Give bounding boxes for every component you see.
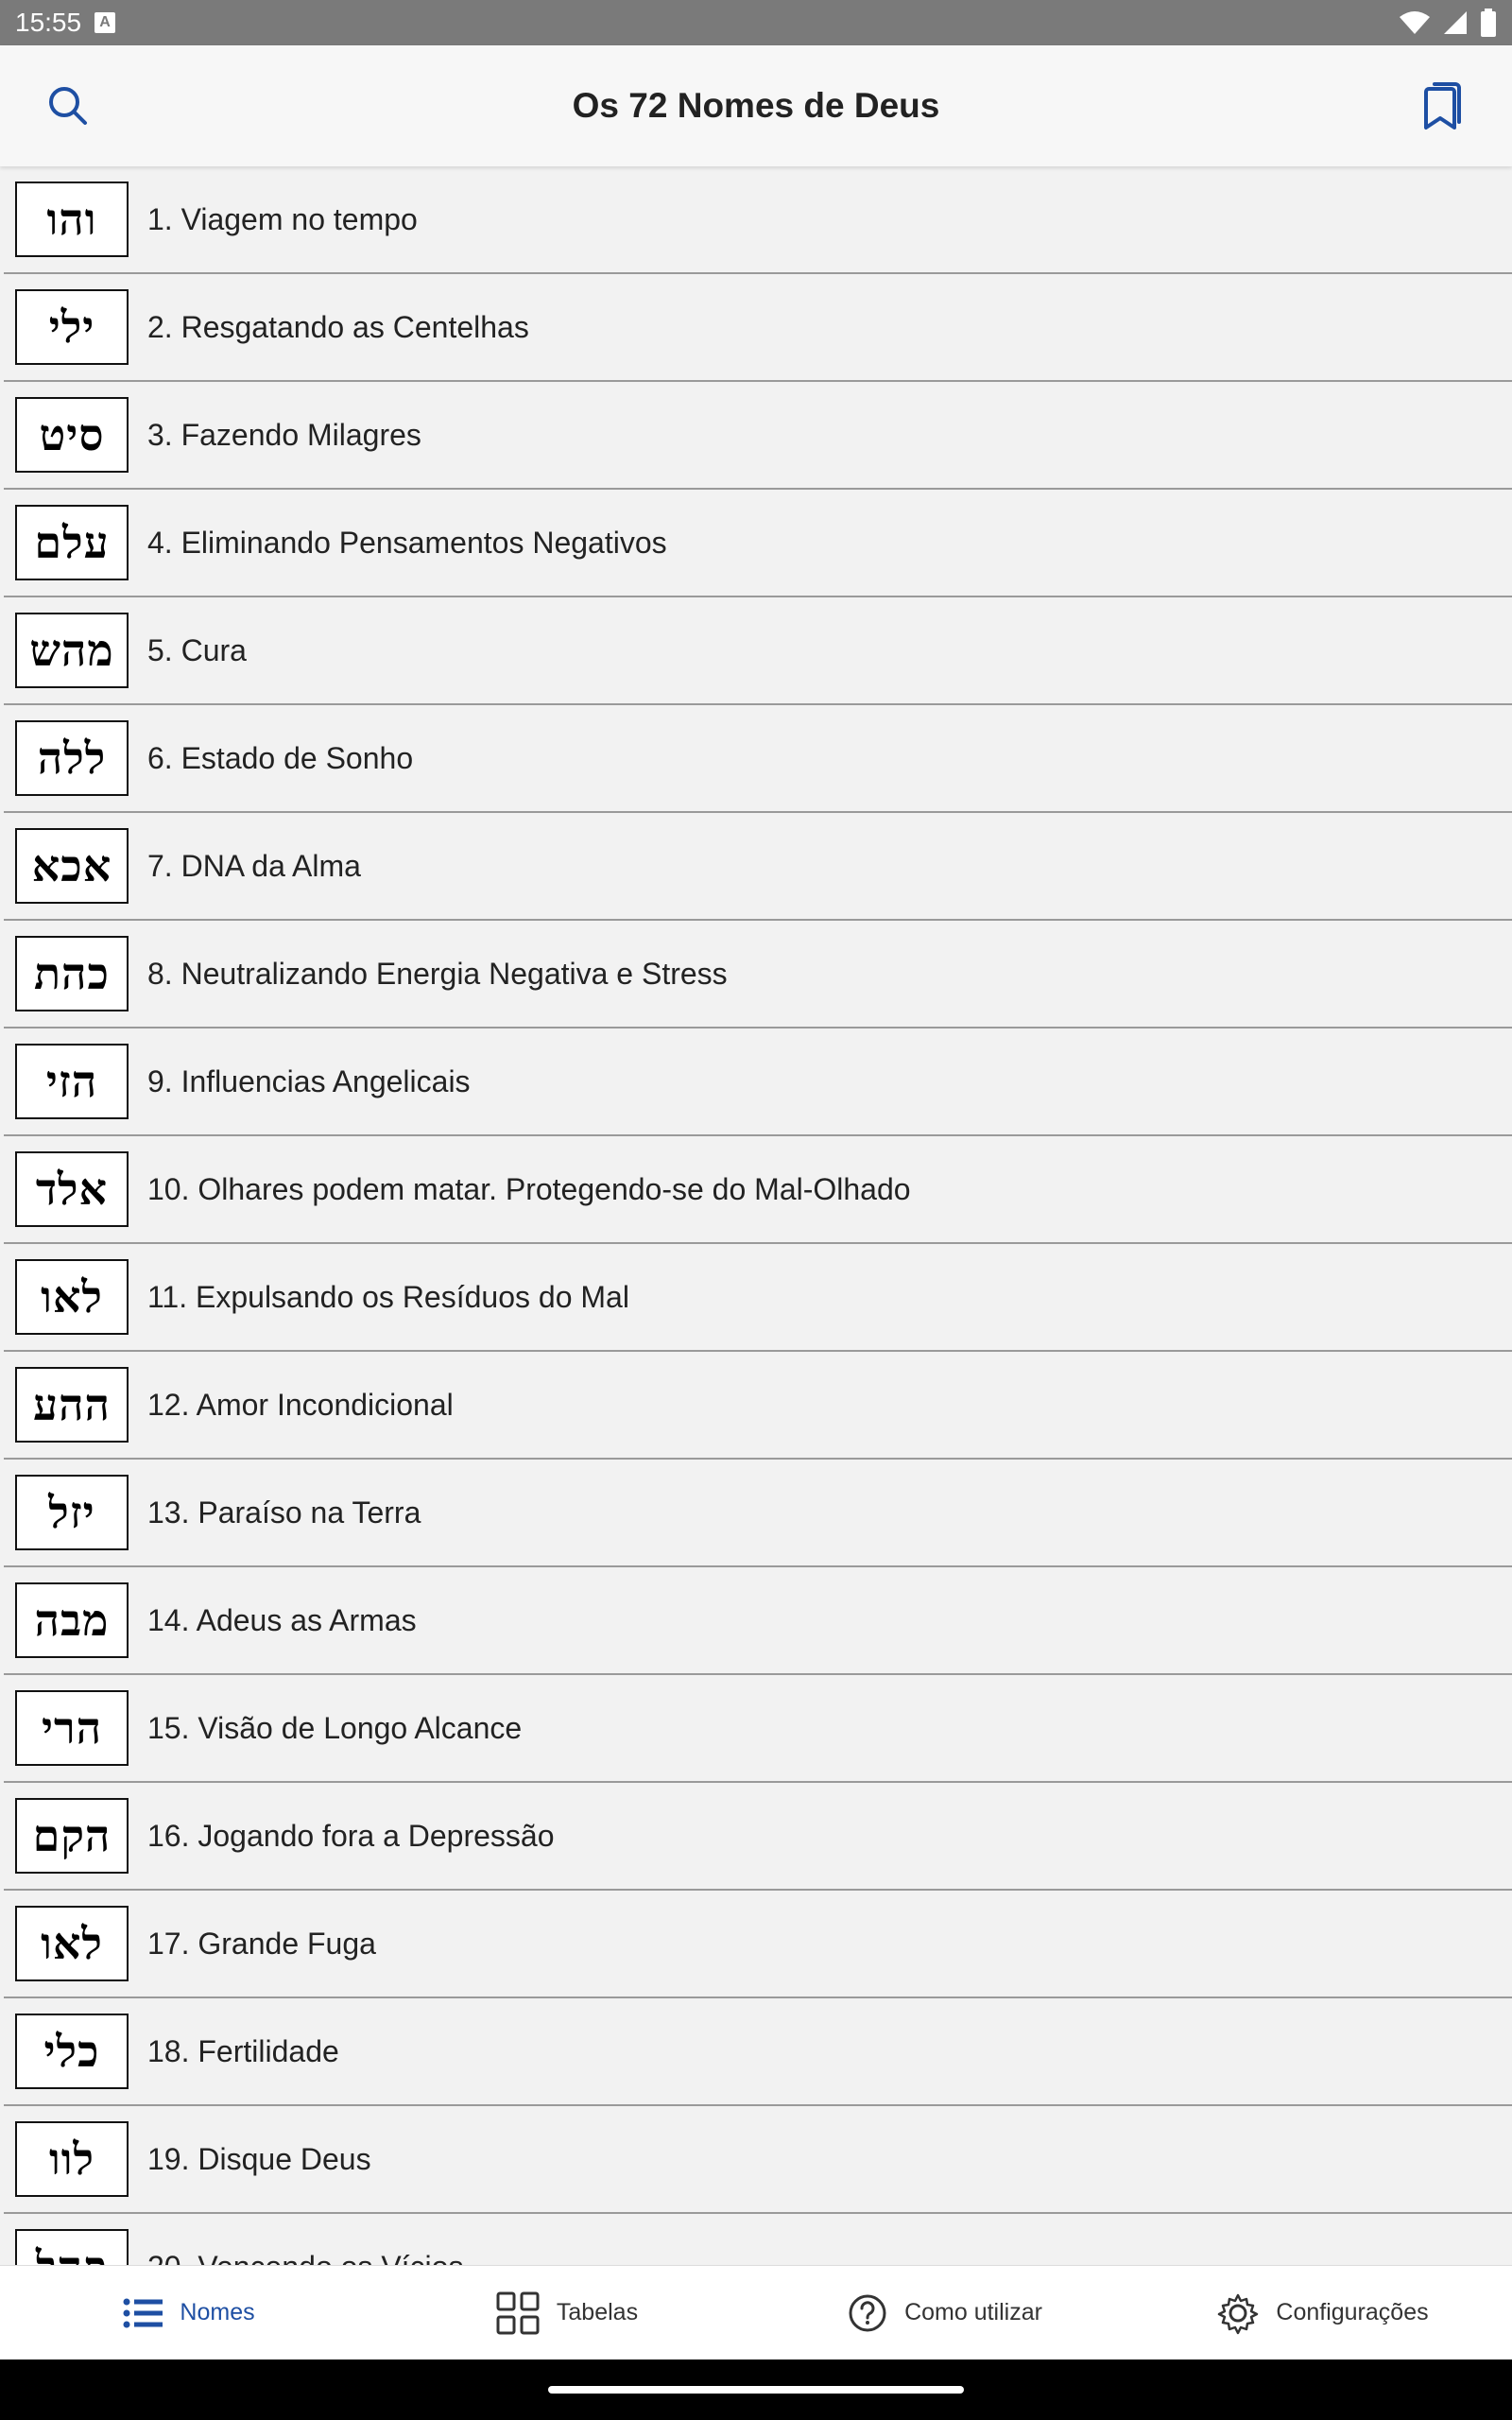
list-item-label: 10. Olhares podem matar. Protegendo-se do Mal-Olhado — [147, 1171, 911, 1206]
hebrew-name-thumbnail: לאו — [15, 1906, 129, 1981]
nav-como-utilizar-label: Como utilizar — [904, 2299, 1042, 2325]
list-icon — [123, 2297, 163, 2329]
grid-icon — [496, 2291, 540, 2335]
list-item[interactable] — [4, 1567, 1512, 1675]
list-item-label: 2. Resgatando as Centelhas — [147, 309, 529, 344]
list-item[interactable] — [4, 2106, 1512, 2214]
hebrew-name-thumbnail: הזי — [15, 1044, 129, 1119]
list-item[interactable] — [4, 813, 1512, 921]
battery-icon — [1480, 9, 1497, 37]
nav-tabelas-label: Tabelas — [556, 2299, 639, 2325]
list-item[interactable] — [4, 1460, 1512, 1567]
status-time: 15:55 — [15, 8, 82, 37]
hebrew-name-thumbnail: לאו — [15, 1259, 129, 1335]
list-item[interactable] — [4, 1244, 1512, 1352]
list-item-label: 4. Eliminando Pensamentos Negativos — [147, 525, 667, 560]
hebrew-name-thumbnail: הקם — [15, 1798, 129, 1874]
hebrew-name-thumbnail: והו — [15, 182, 129, 257]
hebrew-name-thumbnail: כהת — [15, 936, 129, 1011]
hebrew-name-thumbnail: כלי — [15, 2014, 129, 2089]
hebrew-name-thumbnail: אכא — [15, 828, 129, 904]
list-item[interactable] — [4, 1675, 1512, 1783]
hebrew-name-thumbnail: מהש — [15, 613, 129, 688]
bookmarks-icon — [1416, 81, 1465, 132]
status-bar — [0, 0, 1512, 45]
list-item[interactable] — [4, 1136, 1512, 1244]
app-bar — [0, 45, 1512, 166]
list-item-label: 18. Fertilidade — [147, 2033, 339, 2068]
list-item[interactable] — [4, 166, 1512, 274]
list-item[interactable] — [4, 1891, 1512, 1998]
list-item-label: 8. Neutralizando Energia Negativa e Stress — [147, 956, 728, 991]
names-list — [0, 166, 1512, 2265]
search-icon — [45, 83, 91, 129]
list-item[interactable] — [4, 1783, 1512, 1891]
hebrew-name-thumbnail: אלד — [15, 1151, 129, 1227]
notification-a-icon: A — [94, 12, 115, 33]
list-item[interactable] — [4, 597, 1512, 705]
hebrew-name-thumbnail: מבה — [15, 1582, 129, 1658]
list-item-label: 6. Estado de Sonho — [147, 740, 414, 775]
list-item[interactable] — [4, 705, 1512, 813]
help-circle-icon — [848, 2293, 887, 2333]
system-navigation-bar — [0, 2360, 1512, 2420]
search-button[interactable] — [45, 83, 91, 129]
hebrew-name-thumbnail: הרי — [15, 1690, 129, 1766]
nav-como-utilizar[interactable] — [756, 2293, 1134, 2333]
hebrew-name-thumbnail: לוו — [15, 2121, 129, 2197]
hebrew-name-thumbnail: ילי — [15, 289, 129, 365]
list-item[interactable] — [4, 274, 1512, 382]
nav-configuracoes[interactable] — [1134, 2292, 1512, 2334]
list-item-label: 1. Viagem no tempo — [147, 201, 418, 236]
signal-icon — [1442, 9, 1469, 36]
list-item-label: 9. Influencias Angelicais — [147, 1063, 471, 1098]
hebrew-name-thumbnail: סיט — [15, 397, 129, 473]
nav-configuracoes-label: Configurações — [1276, 2299, 1429, 2325]
hebrew-name-thumbnail: ההע — [15, 1367, 129, 1443]
list-item-label: 11. Expulsando os Resíduos do Mal — [147, 1279, 629, 1314]
list-item[interactable] — [4, 382, 1512, 490]
list-item-label: 17. Grande Fuga — [147, 1926, 376, 1961]
list-item-label: 14. Adeus as Armas — [147, 1602, 417, 1637]
hebrew-name-thumbnail: עלם — [15, 505, 129, 580]
hebrew-name-thumbnail: ללה — [15, 720, 129, 796]
bookmarks-button[interactable] — [1416, 81, 1465, 132]
nav-nomes-label: Nomes — [180, 2299, 255, 2325]
gear-icon — [1217, 2292, 1259, 2334]
list-item[interactable] — [4, 490, 1512, 597]
page-title: Os 72 Nomes de Deus — [572, 86, 940, 125]
bottom-navigation — [0, 2265, 1512, 2360]
list-item[interactable] — [4, 921, 1512, 1028]
list-item[interactable] — [4, 1998, 1512, 2106]
hebrew-name-thumbnail: יזל — [15, 1475, 129, 1550]
list-item-label: 12. Amor Incondicional — [147, 1387, 454, 1422]
nav-tabelas[interactable] — [378, 2291, 756, 2335]
list-item-label: 3. Fazendo Milagres — [147, 417, 421, 452]
list-item[interactable] — [4, 1352, 1512, 1460]
status-icons — [1399, 9, 1497, 37]
nav-nomes[interactable] — [0, 2297, 378, 2329]
list-item-label: 15. Visão de Longo Alcance — [147, 1710, 523, 1745]
list-item-label: 13. Paraíso na Terra — [147, 1495, 421, 1530]
list-item-label: 16. Jogando fora a Depressão — [147, 1818, 555, 1853]
list-item-label: 5. Cura — [147, 632, 247, 667]
list-item-label: 7. DNA da Alma — [147, 848, 361, 883]
list-item-label: 19. Disque Deus — [147, 2141, 371, 2176]
list-item[interactable] — [4, 1028, 1512, 1136]
home-gesture-handle[interactable] — [548, 2386, 964, 2394]
wifi-icon — [1399, 9, 1431, 36]
